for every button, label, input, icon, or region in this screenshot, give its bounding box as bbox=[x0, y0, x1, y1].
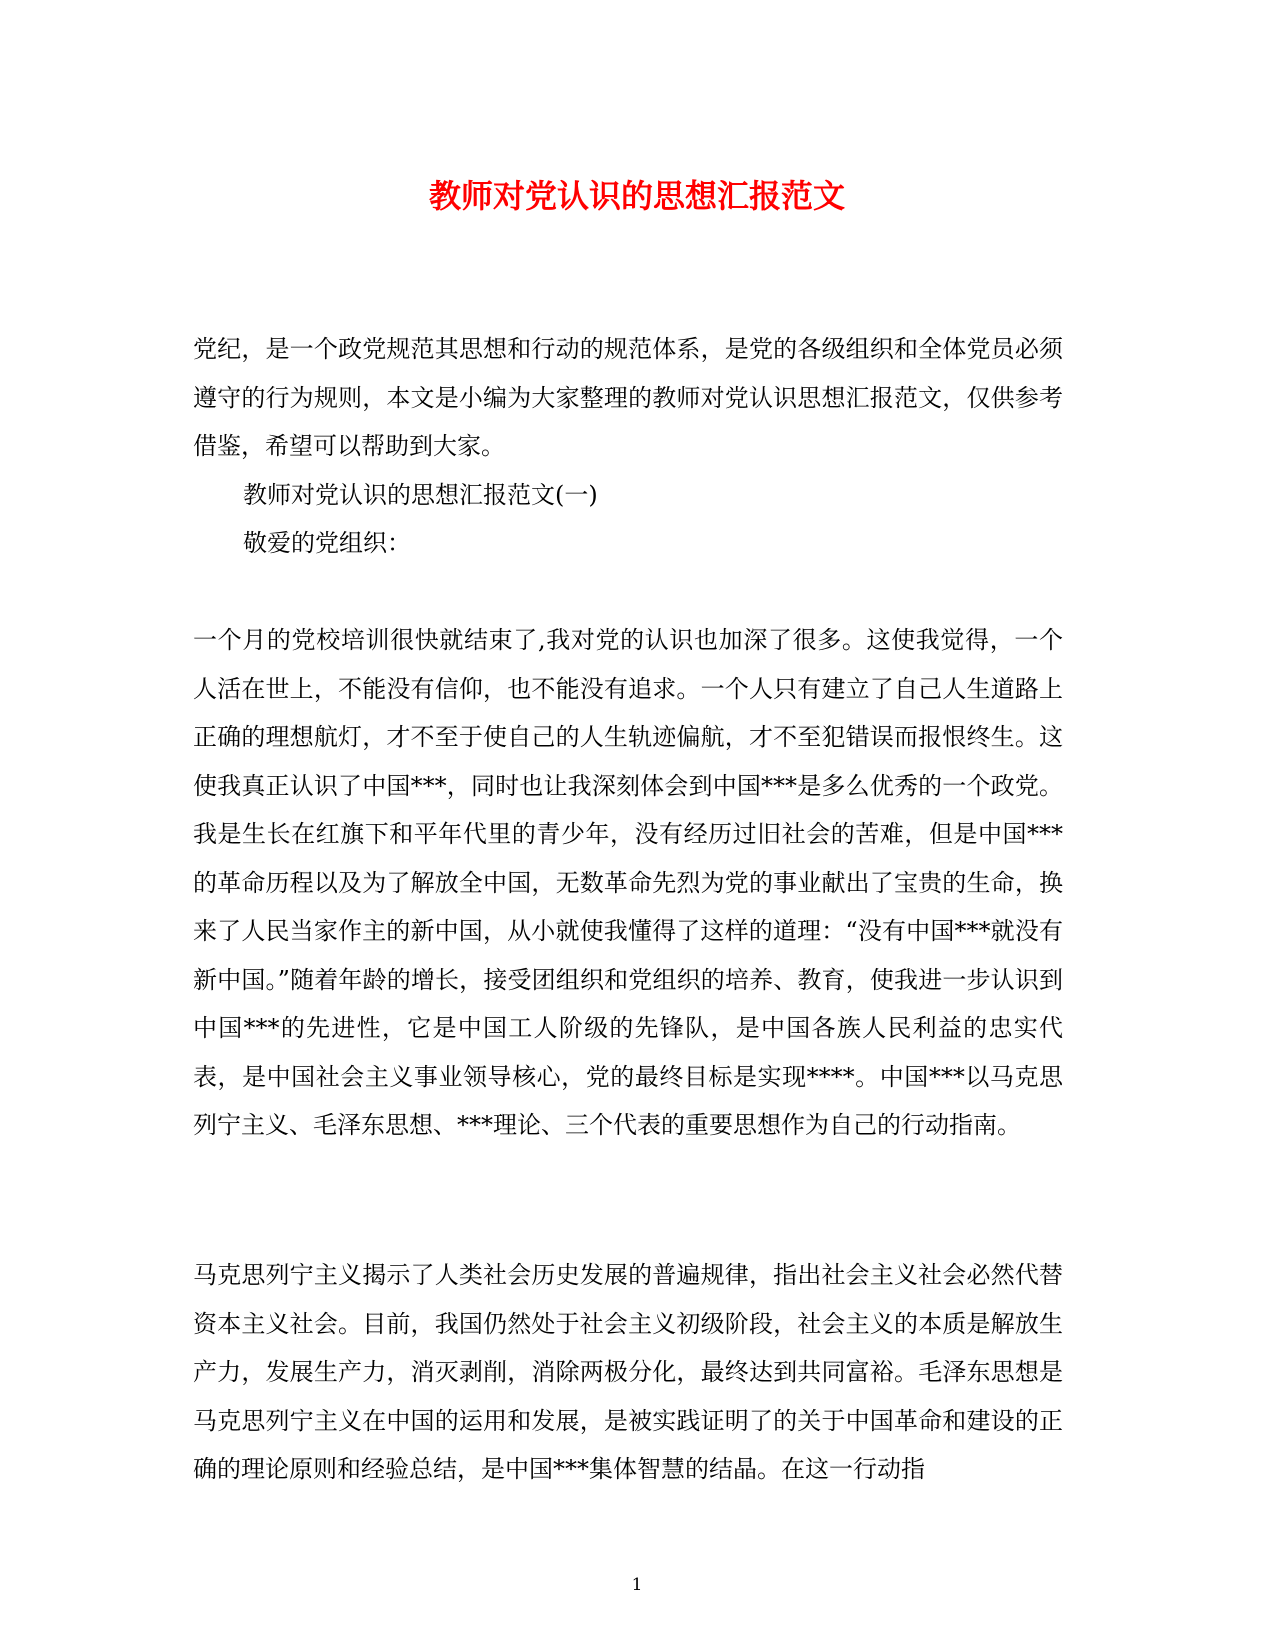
salutation: 敬爱的党组织： bbox=[243, 529, 411, 557]
section-heading: 教师对党认识的思想汇报范文(一) bbox=[243, 481, 598, 509]
document-title: 教师对党认识的思想汇报范文 bbox=[428, 177, 845, 215]
body-paragraph-1: 一个月的党校培训很快就结束了,我对党的认识也加深了很多。这使我觉得，一个人活在世上，不能没有信仰，也不能没有追求。一个人只有建立了自己人生道路上正确的理想航灯，才不至于使自己的人生轨迹偏航，才不至犯错误而报恨终生。这使我真正认识了中国***，同时也让我深刻体会到中国***是多么优秀的一个政党。我是生长在红旗下和平年代里的青少年，没有经历过旧社会的苦难，但是中国***的革命历程以及为了解放全中国，无数革命先烈为党的事业献出了宝贵的生命，换来了人民当家作主的新中国，从小就使我懂得了这样的道理：“没有中国***就没有新中国。”随着年龄的增长，接受团组织和党组织的培养、教育，使我进一步认识到中国***的先进性，它是中国工人阶级的先锋队，是中国各族人民利益的忠实代表，是中国社会主义事业领导核心，党的最终目标是实现****。中国***以马克思列宁主义、毛泽东思想、***理论、三个代表的重要思想作为自己的行动指南。 bbox=[193, 626, 1063, 1139]
intro-paragraph: 党纪，是一个政党规范其思想和行动的规范体系，是党的各级组织和全体党员必须遵守的行为规则，本文是小编为大家整理的教师对党认识思想汇报范文，仅供参考借鉴，希望可以帮助到大家。 bbox=[193, 335, 1063, 460]
page-number: 1 bbox=[631, 1575, 643, 1595]
body-paragraph-2: 马克思列宁主义揭示了人类社会历史发展的普遍规律，指出社会主义社会必然代替资本主义社会。目前，我国仍然处于社会主义初级阶段，社会主义的本质是解放生产力，发展生产力，消灭剥削，消除两极分化，最终达到共同富裕。毛泽东思想是马克思列宁主义在中国的运用和发展，是被实践证明了的关于中国革命和建设的正确的理论原则和经验总结，是中国***集体智慧的结晶。在这一行动指 bbox=[193, 1261, 1063, 1483]
